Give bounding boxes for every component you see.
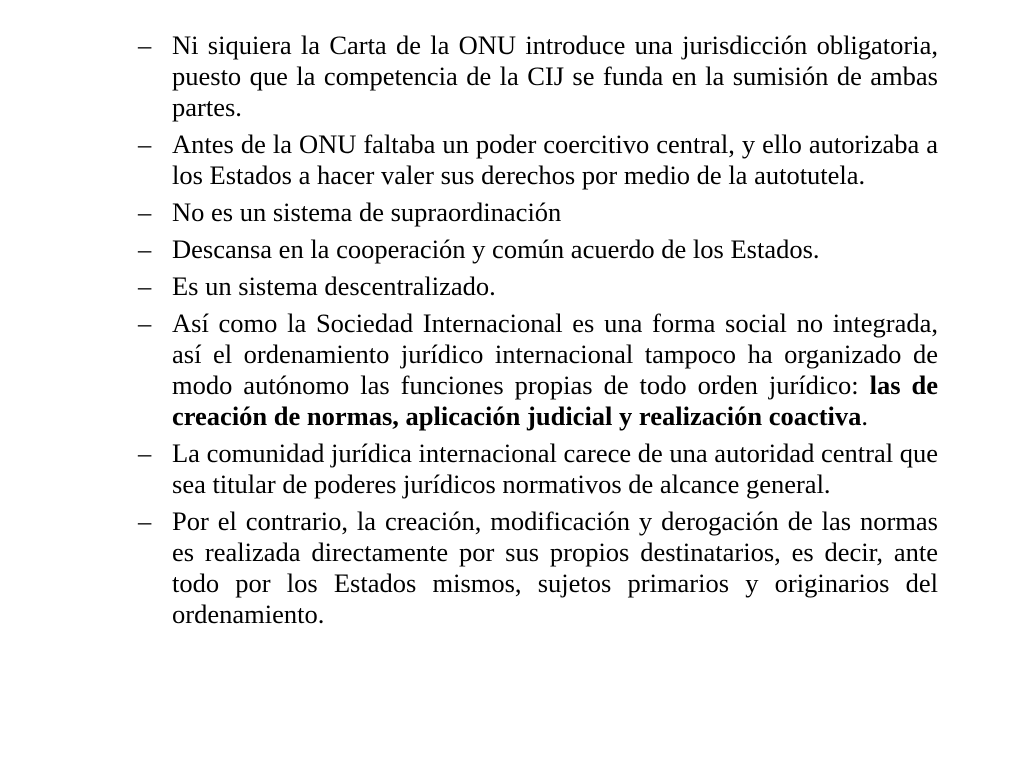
list-item-text: Por el contrario, la creación, modificación y derogación de las normas es realizada directamente por sus propios destinatarios, es decir, ante todo por los Estados mismos, sujetos primarios y originarios del ordenamiento. <box>172 506 938 629</box>
list-item-text-bold: las de creación de normas, aplicación judicial y realización coactiva <box>172 370 938 431</box>
dash-bullet-icon: – <box>138 308 152 338</box>
list-item-text: La comunidad jurídica internacional carece de una autoridad central que sea titular de poderes jurídicos normativos de alcance general. <box>172 438 938 499</box>
dash-bullet-icon: – <box>138 506 152 536</box>
list-item <box>138 506 938 630</box>
list-item <box>138 308 938 432</box>
list-item <box>138 30 938 123</box>
dash-bullet-icon: – <box>138 438 152 468</box>
dash-bullet-icon: – <box>138 271 152 301</box>
list-item-text-after: . <box>861 401 869 431</box>
list-item-text: Descansa en la cooperación y común acuerdo de los Estados. <box>172 234 820 264</box>
list-item <box>138 129 938 191</box>
list-item-text: Ni siquiera la Carta de la ONU introduce una jurisdicción obligatoria, puesto que la competencia de la CIJ se funda en la sumisión de ambas partes. <box>172 30 938 122</box>
list-item-text <box>172 308 938 431</box>
list-item <box>138 197 938 228</box>
dash-bullet-icon: – <box>138 234 152 264</box>
dash-bullet-icon: – <box>138 197 152 227</box>
list-item-text-before: Así como la Sociedad Internacional es una forma social no integrada, así el ordenamiento jurídico internacional tampoco ha organizado de modo autónomo las funciones propias de todo orden jurídico: <box>172 308 938 400</box>
dash-bullet-icon: – <box>138 30 152 60</box>
list-item <box>138 438 938 500</box>
list-item-text: No es un sistema de supraordinación <box>172 197 562 227</box>
dash-bullet-icon: – <box>138 129 152 159</box>
list-item-text: Antes de la ONU faltaba un poder coercitivo central, y ello autorizaba a los Estados a hacer valer sus derechos por medio de la autotutela. <box>172 129 938 190</box>
bullet-list <box>138 30 938 636</box>
list-item-text: Es un sistema descentralizado. <box>172 271 496 301</box>
list-item <box>138 271 938 302</box>
list-item <box>138 234 938 265</box>
